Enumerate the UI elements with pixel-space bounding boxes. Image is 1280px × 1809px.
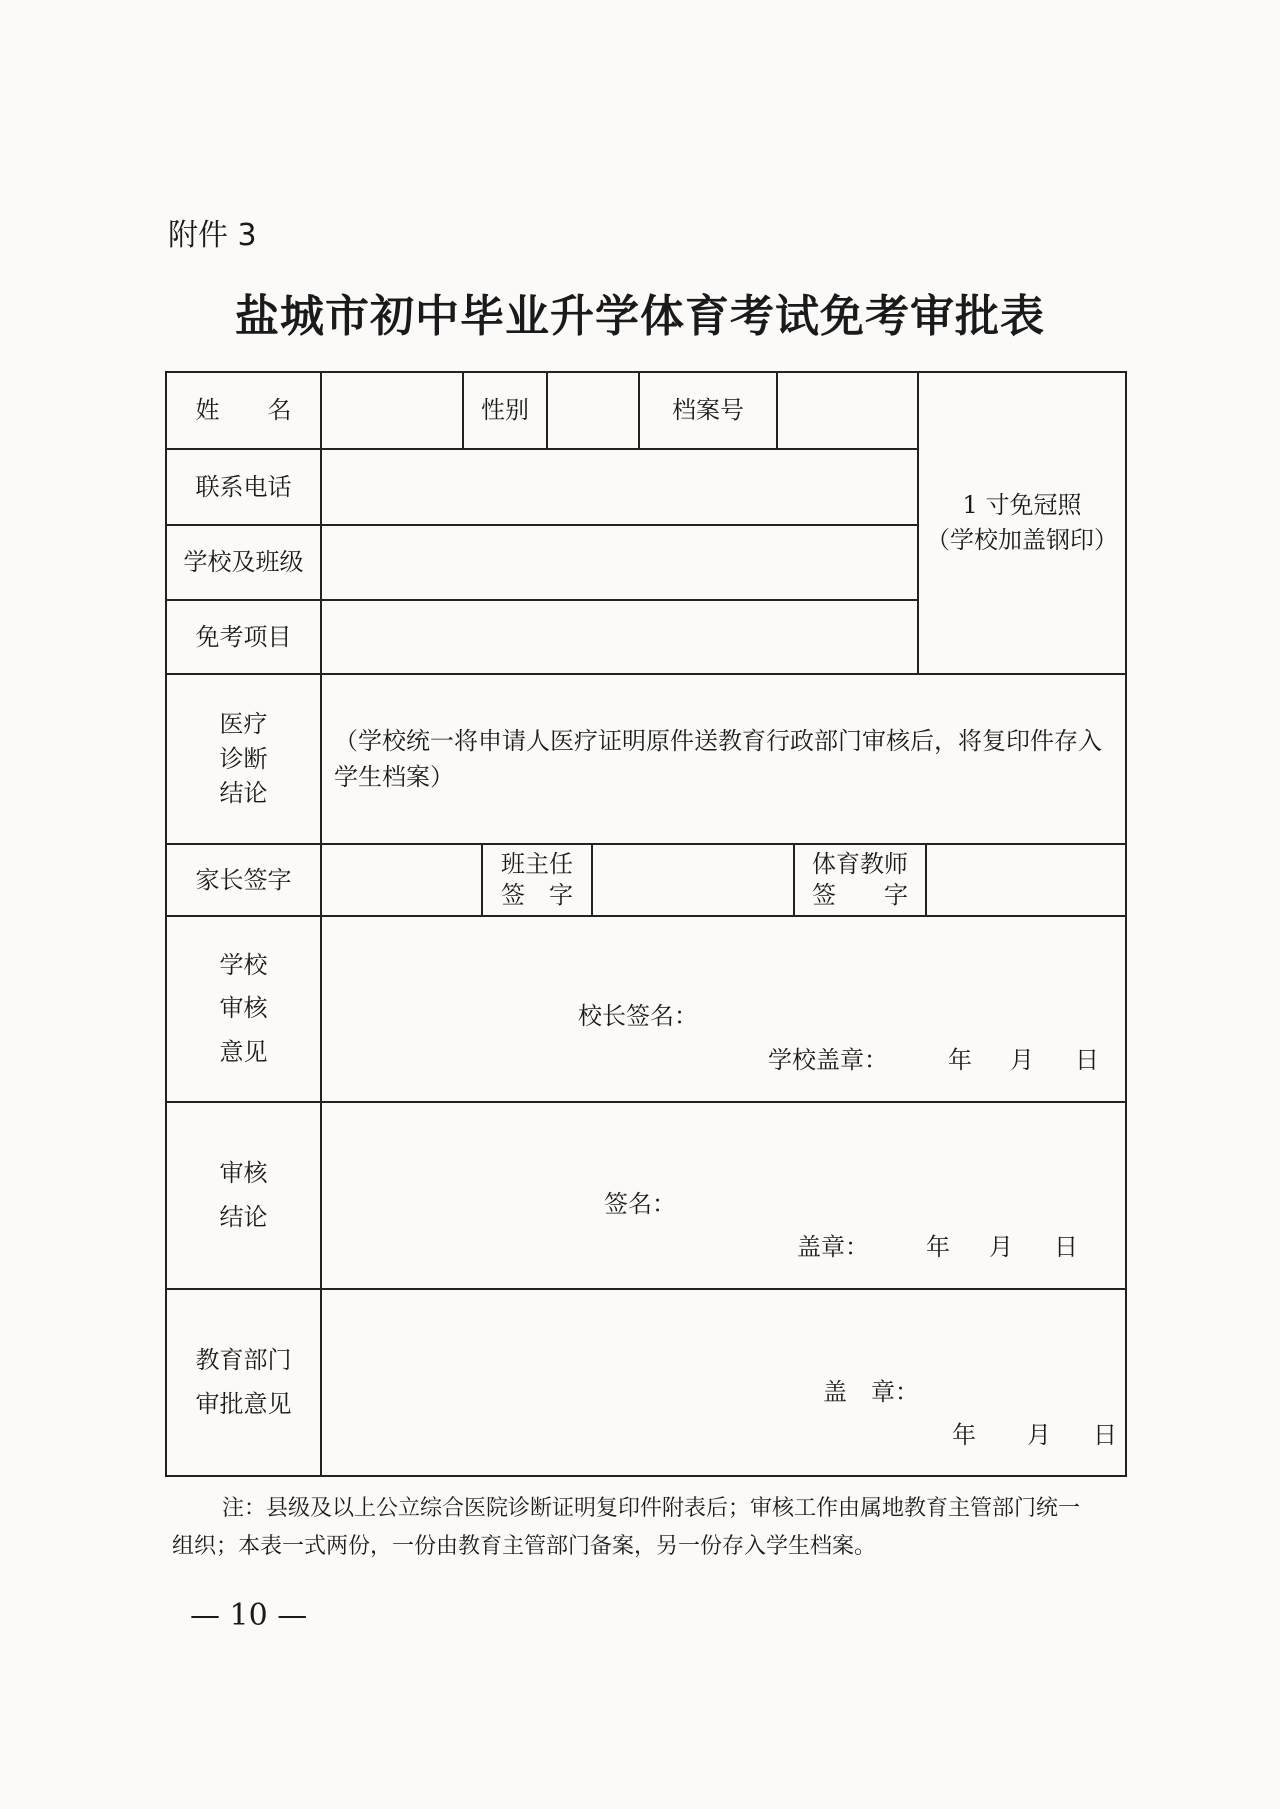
school-review-label [167, 917, 320, 1101]
pe-teacher-line: 体育教师 [812, 849, 908, 878]
month-label: 月 [1010, 1046, 1034, 1074]
edu-approval-label [167, 1290, 320, 1475]
photo-placeholder [919, 373, 1125, 673]
name-field[interactable] [322, 373, 462, 448]
head-teacher-field[interactable] [593, 845, 793, 915]
edu-approval-line: 教育部门 [195, 1346, 292, 1375]
photo-seal-text: （学校加盖钢印） [926, 526, 1118, 554]
medical-label-line: 医疗 [219, 709, 268, 738]
table-border-bottom [165, 1475, 1127, 1477]
year-label: 年 [948, 1046, 972, 1074]
medical-label-line: 诊断 [219, 744, 268, 773]
file-no-label: 档案号 [672, 396, 744, 425]
photo-size-text: 1 寸免冠照 [962, 491, 1082, 520]
school-review-line: 审核 [219, 994, 268, 1023]
pe-teacher-field[interactable] [927, 845, 1125, 915]
phone-field[interactable] [322, 450, 917, 524]
edu-approval-line: 审批意见 [195, 1389, 292, 1418]
month-label: 月 [1027, 1421, 1051, 1449]
page-number: — 10 — [190, 1598, 308, 1633]
pe-teacher-label [795, 845, 925, 915]
form-title: 盐城市初中毕业升学体育考试免考审批表 [235, 291, 1045, 342]
pe-teacher-line: 签 字 [812, 881, 908, 909]
year-label: 年 [926, 1233, 950, 1261]
exempt-items-label: 免考项目 [195, 622, 292, 651]
head-teacher-label [483, 845, 591, 915]
review-label-line: 审核 [219, 1159, 268, 1188]
name-label: 姓 名 [195, 396, 292, 425]
table-border-right [1125, 371, 1127, 1477]
month-label: 月 [989, 1233, 1013, 1261]
file-no-field[interactable] [778, 373, 917, 448]
year-label: 年 [952, 1421, 976, 1449]
gender-label: 性别 [481, 396, 529, 425]
school-review-line: 意见 [219, 1037, 268, 1066]
school-review-line: 学校 [219, 951, 268, 980]
parent-sign-field[interactable] [322, 845, 481, 915]
review-sign-label: 签名： [604, 1190, 676, 1218]
head-teacher-line: 班主任 [501, 849, 573, 878]
note-line: 组织；本表一式两份，一份由教育主管部门备案，另一份存入学生档案。 [172, 1534, 877, 1559]
medical-label [167, 675, 320, 843]
exempt-items-field[interactable] [322, 601, 917, 673]
note-line: 注：县级及以上公立综合医院诊断证明复印件附表后；审核工作由属地教育主管部门统一 [222, 1496, 1081, 1521]
day-label: 日 [1093, 1421, 1117, 1449]
head-teacher-line: 签 字 [501, 881, 573, 909]
parent-sign-label: 家长签字 [195, 865, 292, 894]
school-class-label: 学校及班级 [183, 548, 304, 577]
phone-label: 联系电话 [195, 472, 292, 501]
day-label: 日 [1054, 1233, 1078, 1261]
review-seal-label: 盖章： [797, 1233, 869, 1261]
day-label: 日 [1075, 1046, 1099, 1074]
principal-sign-label: 校长签名： [578, 1002, 698, 1030]
school-class-field[interactable] [322, 526, 917, 599]
school-seal-label: 学校盖章： [768, 1046, 888, 1074]
gender-field[interactable] [548, 373, 638, 448]
review-label-line: 结论 [219, 1202, 268, 1231]
review-label [167, 1103, 320, 1288]
attachment-label: 附件 3 [168, 218, 257, 253]
edu-seal-label: 盖 章： [823, 1378, 919, 1406]
medical-note[interactable]: （学校统一将申请人医疗证明原件送教育行政部门审核后，将复印件存入学生档案） [334, 727, 1102, 791]
medical-label-line: 结论 [219, 779, 268, 808]
